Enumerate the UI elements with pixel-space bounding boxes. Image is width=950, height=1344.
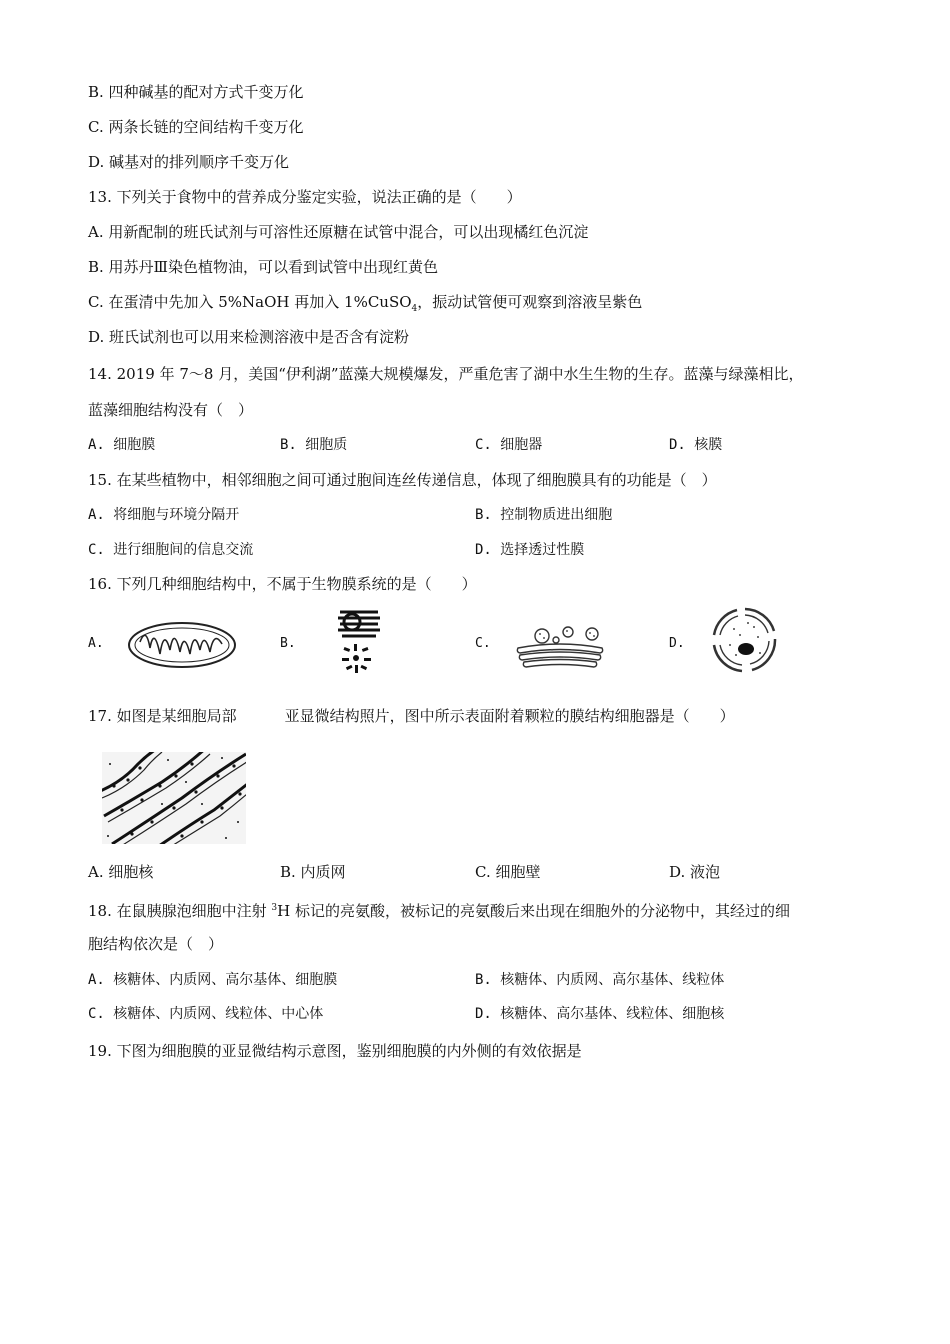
q13-option-d: D. 班氏试剂也可以用来检测溶液中是否含有淀粉 [88,328,410,346]
q18-option-c: C. 核糖体、内质网、线粒体、中心体 [88,1006,324,1022]
q14-option-a: A. 细胞膜 [88,437,156,453]
q15-option-d: D. 选择透过性膜 [475,542,585,558]
q16-label-d: D. [669,636,685,651]
q18-stem-line1: 18. 在鼠胰腺泡细胞中注射 $^3$H 标记的亮氨酸，被标记的亮氨酸后来出现在细胞外的分泌物中，其经过的细 [88,902,790,920]
q18-stem-line2: 胞结构依次是（ ） [88,935,224,953]
q16-label-a: A. [88,636,104,651]
q14-stem-line2: 蓝藻细胞结构没有（ ） [88,401,254,419]
golgi-image [512,622,608,670]
q17-stem: 17. 如图是某细胞局部 亚显微结构照片，图中所示表面附着颗粒的膜结构细胞器是（ ） [88,707,735,725]
q15-option-a: A. 将细胞与环境分隔开 [88,507,240,523]
q12-option-c: C. 两条长链的空间结构千变万化 [88,118,304,136]
q14-option-b: B. 细胞质 [280,437,348,453]
q17-option-a: A. 细胞核 [88,863,154,881]
q12-option-d: D. 碱基对的排列顺序千变万化 [88,153,290,171]
q14-option-d: D. 核膜 [669,437,723,453]
q14-stem-line1: 14. 2019 年 7～8 月，美国“伊利湖”蓝藻大规模爆发，严重危害了湖中水生生物的生存。蓝藻与绿藻相比， [88,365,804,383]
nucleus-image [710,605,780,675]
q15-stem: 15. 在某些植物中，相邻细胞之间可通过胞间连丝传递信息，体现了细胞膜具有的功能是（ ） [88,471,717,489]
q15-option-b: B. 控制物质进出细胞 [475,507,613,523]
q13-option-b: B. 用苏丹Ⅲ染色植物油，可以看到试管中出现红黄色 [88,258,439,276]
q14-option-c: C. 细胞器 [475,437,543,453]
q16-label-c: C. [475,636,491,651]
centriole-image [326,604,388,676]
q18-option-d: D. 核糖体、高尔基体、线粒体、细胞核 [475,1006,725,1022]
q17-option-c: C. 细胞壁 [475,863,541,881]
q13-stem: 13. 下列关于食物中的营养成分鉴定实验，说法正确的是（ ） [88,188,522,206]
q18-option-b: B. 核糖体、内质网、高尔基体、线粒体 [475,972,725,988]
q16-stem: 16. 下列几种细胞结构中，不属于生物膜系统的是（ ） [88,575,477,593]
mitochondrion-image [126,620,238,670]
q17-option-b: B. 内质网 [280,863,346,881]
er-micrograph-image [102,752,246,844]
q12-option-b: B. 四种碱基的配对方式千变万化 [88,83,304,101]
q16-label-b: B. [280,636,296,651]
q13-option-c: C. 在蛋清中先加入 5%NaOH 再加入 1%CuSO$_4$，振动试管便可观察到溶液呈紫色 [88,293,643,314]
q19-stem: 19. 下图为细胞膜的亚显微结构示意图，鉴别细胞膜的内外侧的有效依据是 [88,1042,582,1060]
q15-option-c: C. 进行细胞间的信息交流 [88,542,254,558]
q18-option-a: A. 核糖体、内质网、高尔基体、细胞膜 [88,972,338,988]
q17-option-d: D. 液泡 [669,863,721,881]
q13-option-a: A. 用新配制的班氏试剂与可溶性还原糖在试管中混合，可以出现橘红色沉淀 [88,223,589,241]
